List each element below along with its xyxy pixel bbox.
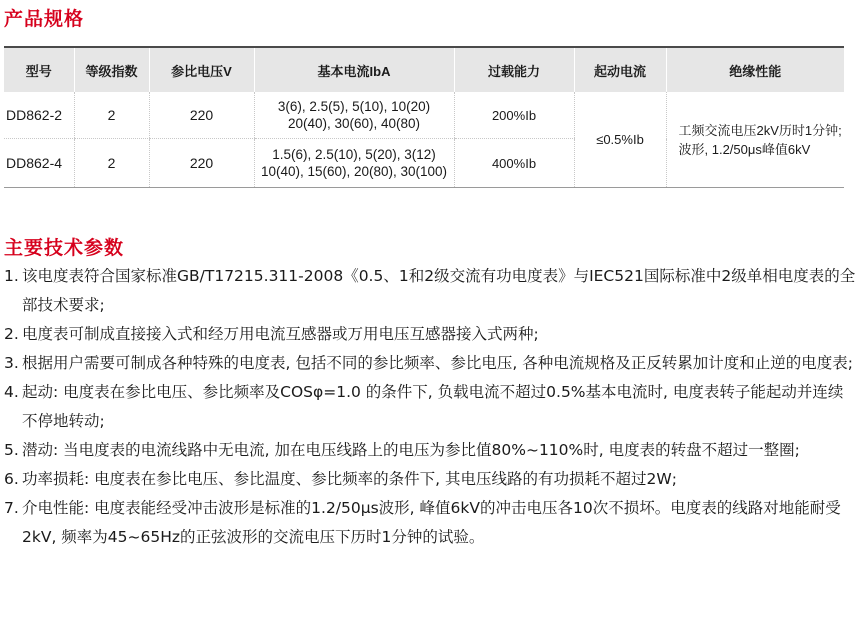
cell-current-line1: 1.5(6), 2.5(10), 5(20), 3(12) — [272, 147, 436, 162]
header-grade: 等级指数 — [74, 47, 149, 92]
cell-current — [254, 139, 454, 188]
param-list — [4, 262, 856, 552]
header-insulation: 绝缘性能 — [666, 47, 844, 92]
list-item-number: 7. — [4, 499, 19, 517]
list-item — [4, 320, 856, 349]
list-item-number: 4. — [4, 383, 19, 401]
list-item — [4, 465, 856, 494]
list-item-number: 6. — [4, 470, 19, 488]
cell-model: DD862-2 — [4, 92, 74, 139]
product-spec-title: 产品规格 — [4, 8, 85, 30]
header-voltage: 参比电压V — [149, 47, 254, 92]
cell-current-line2: 20(40), 30(60), 40(80) — [287, 116, 421, 131]
list-item — [4, 378, 856, 436]
main-params-title: 主要技术参数 — [4, 237, 125, 259]
list-item — [4, 349, 856, 378]
cell-voltage: 220 — [149, 139, 254, 188]
list-item-text: 功率损耗: 电度表在参比电压、参比温度、参比频率的条件下, 其电压线路的有功损耗不超过2W; — [22, 470, 677, 488]
list-item-number: 2. — [4, 325, 19, 343]
cell-overload: 400%Ib — [454, 139, 574, 188]
cell-insulation-line1: 工频交流电压2kV历时1分钟; — [678, 122, 842, 138]
list-item-text: 潜动: 当电度表的电流线路中无电流, 加在电压线路上的电压为参比值80%~110%时, 电度表的转盘不超过一整圈; — [22, 441, 800, 459]
header-starting-current: 起动电流 — [574, 47, 666, 92]
list-item-number: 3. — [4, 354, 19, 372]
cell-grade: 2 — [74, 92, 149, 139]
list-item-number: 1. — [4, 267, 19, 285]
list-item — [4, 262, 856, 320]
list-item-text: 电度表可制成直接接入式和经万用电流互感器或万用电压互感器接入式两种; — [22, 325, 539, 343]
cell-insulation-line2: 波形, 1.2/50μs峰值6kV — [678, 141, 811, 157]
cell-current-line2: 10(40), 15(60), 20(80), 30(100) — [260, 164, 448, 179]
spec-table — [4, 46, 844, 188]
cell-grade: 2 — [74, 139, 149, 188]
cell-current-line1: 3(6), 2.5(5), 5(10), 10(20) — [277, 99, 431, 114]
list-item — [4, 436, 856, 465]
spec-table-header-row — [4, 47, 844, 92]
list-item-text: 根据用户需要可制成各种特殊的电度表, 包括不同的参比频率、参比电压, 各种电流规格及正反转累加计度和止逆的电度表; — [22, 354, 853, 372]
list-item-text: 介电性能: 电度表能经受冲击波形是标准的1.2/50μs波形, 峰值6kV的冲击电压各10次不损坏。电度表的线路对地能耐受2kV, 频率为45~65Hz的正弦波形的交流电压下历时1分钟的试验。 — [22, 499, 841, 546]
cell-model: DD862-4 — [4, 139, 74, 188]
header-overload: 过载能力 — [454, 47, 574, 92]
cell-voltage: 220 — [149, 92, 254, 139]
header-model: 型号 — [4, 47, 74, 92]
cell-current — [254, 92, 454, 139]
header-current: 基本电流IbA — [254, 47, 454, 92]
cell-overload: 200%Ib — [454, 92, 574, 139]
table-row — [4, 92, 844, 139]
cell-insulation — [666, 92, 844, 188]
cell-starting-current: ≤0.5%Ib — [574, 92, 666, 188]
list-item — [4, 494, 856, 552]
list-item-text: 起动: 电度表在参比电压、参比频率及COSφ=1.0 的条件下, 负载电流不超过0.5%基本电流时, 电度表转子能起动并连续不停地转动; — [22, 383, 844, 430]
list-item-number: 5. — [4, 441, 19, 459]
list-item-text: 该电度表符合国家标准GB/T17215.311-2008《0.5、1和2级交流有功电度表》与IEC521国际标准中2级单相电度表的全部技术要求; — [22, 267, 856, 314]
